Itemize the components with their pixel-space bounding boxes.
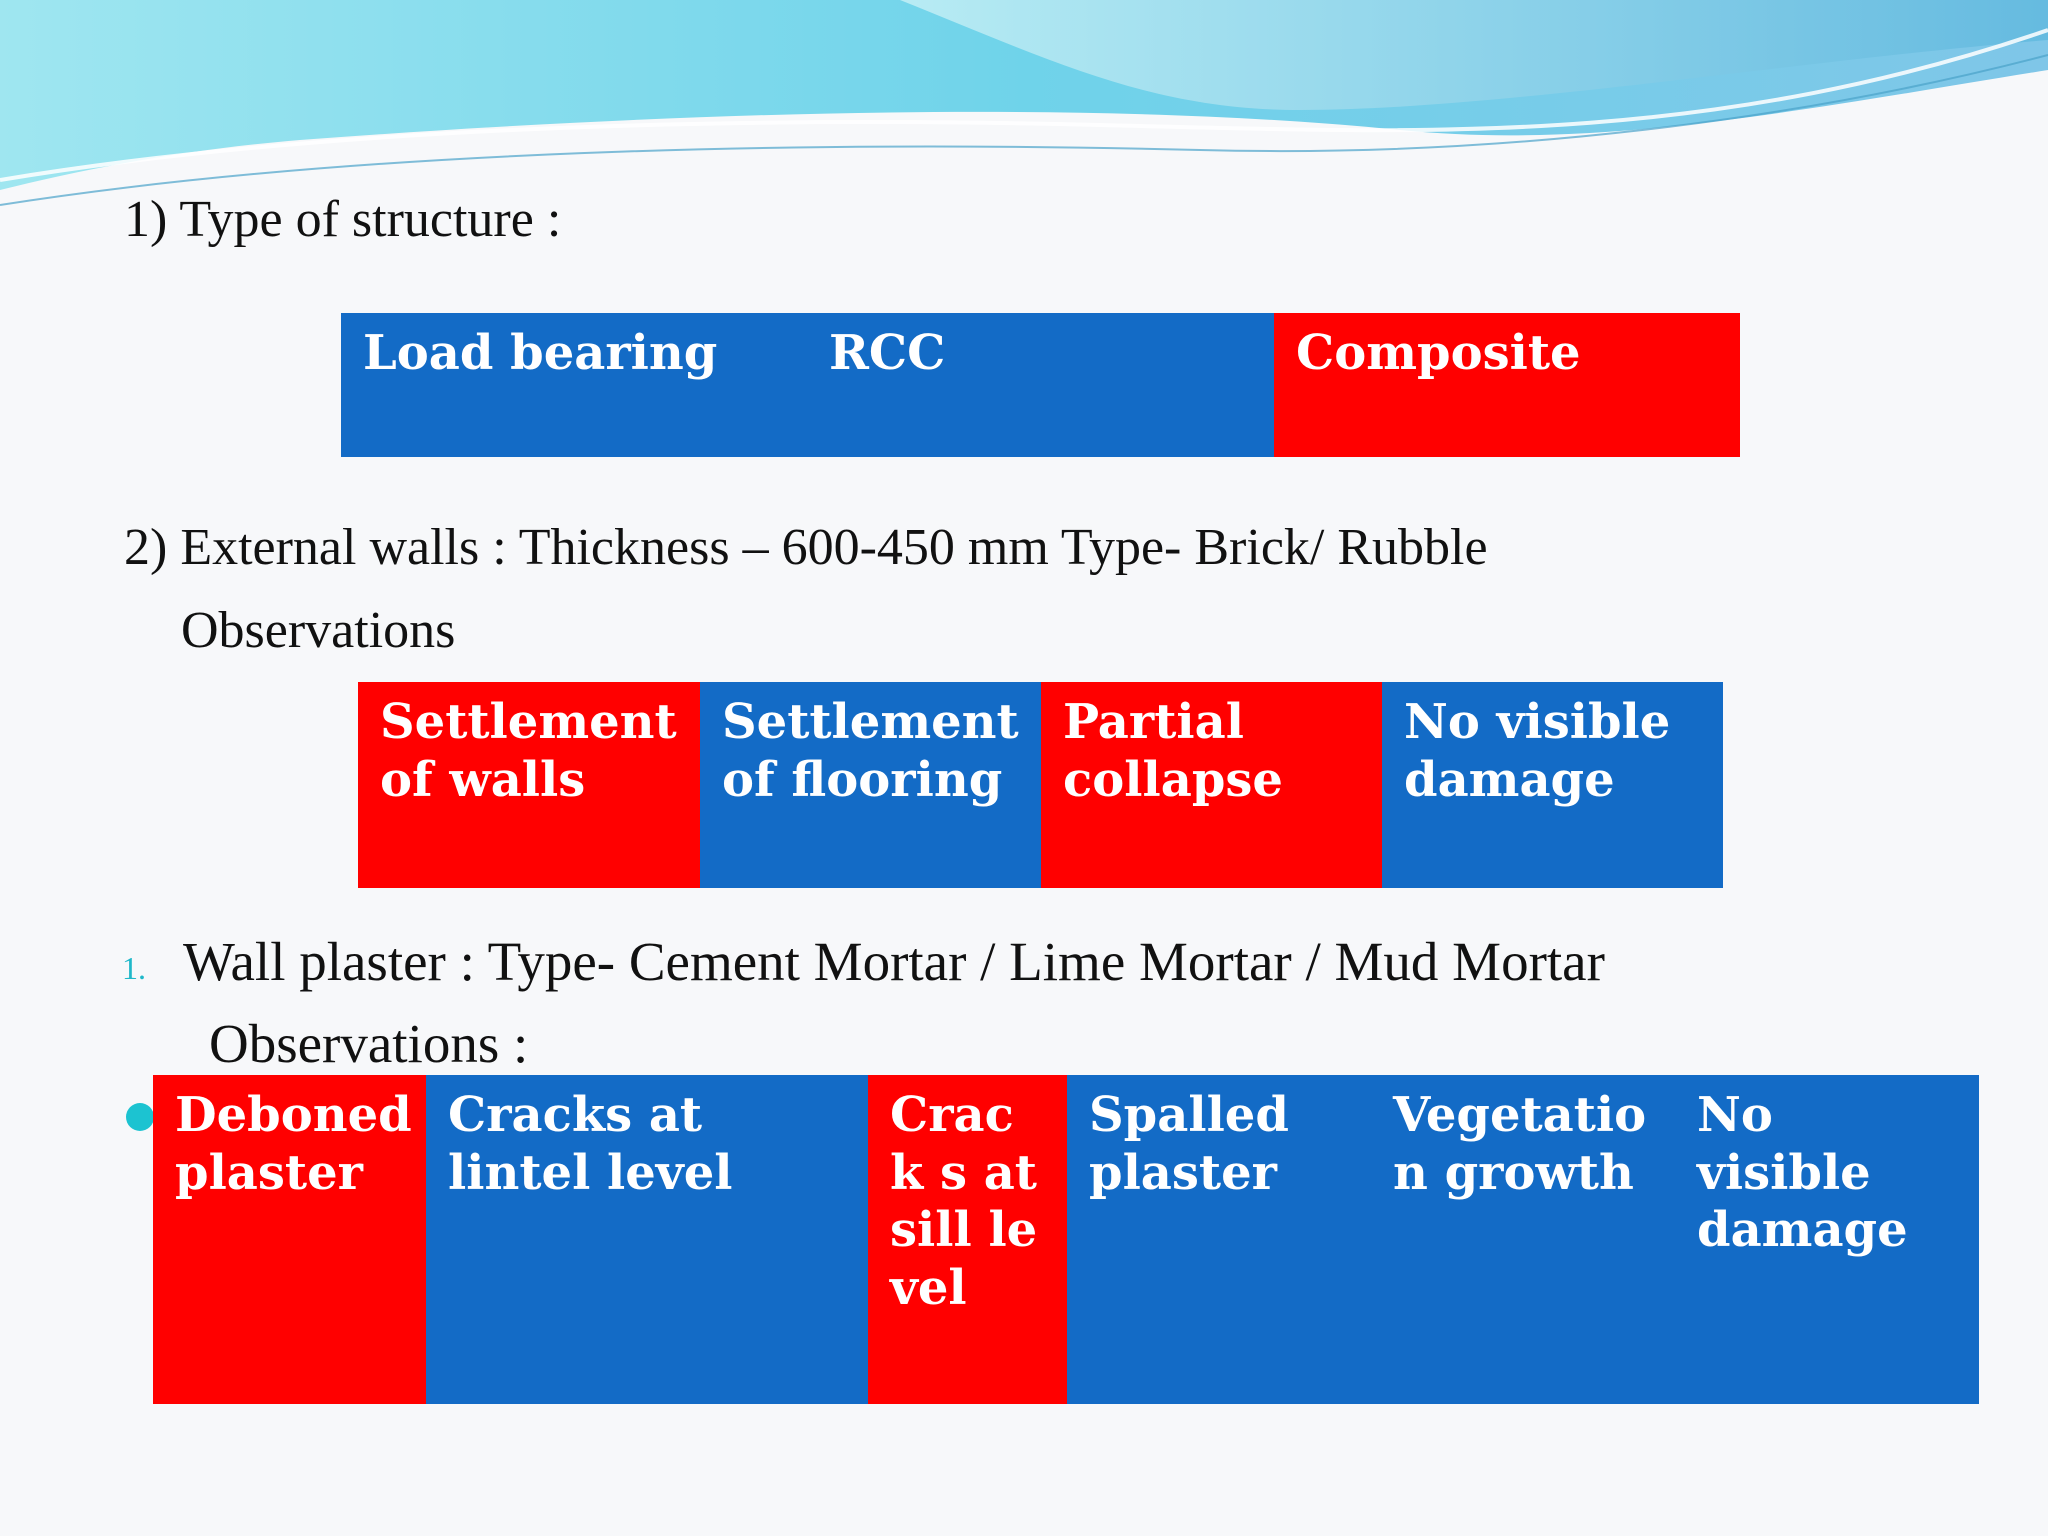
option-no-visible-damage-plaster[interactable]: No visible damage [1675, 1075, 1979, 1404]
section1-title: 1) Type of structure : [124, 191, 562, 248]
option-rcc[interactable]: RCC [807, 313, 1274, 457]
option-deboned-plaster[interactable]: Deboned plaster [153, 1075, 426, 1404]
option-vegetation-growth[interactable]: Vegetatio n growth [1371, 1075, 1675, 1404]
section3-title: Wall plaster : Type- Cement Mortar / Lime Mortar / Mud Mortar [183, 931, 1605, 992]
option-partial-collapse[interactable]: Partial collapse [1041, 682, 1382, 888]
option-spalled-plaster[interactable]: Spalled plaster [1067, 1075, 1371, 1404]
option-cracks-at-lintel-level[interactable]: Cracks at lintel level [426, 1075, 868, 1404]
structure-type-options [341, 313, 1740, 457]
option-settlement-of-flooring[interactable]: Settlement of flooring [700, 682, 1041, 888]
option-settlement-of-walls[interactable]: Settlement of walls [358, 682, 700, 888]
option-composite[interactable]: Composite [1274, 313, 1740, 457]
section2-title: 2) External walls : Thickness – 600-450 mm Type- Brick/ Rubble [124, 519, 1488, 576]
wall-plaster-observations [153, 1075, 1979, 1404]
bullet-dot-icon [126, 1103, 154, 1131]
option-load-bearing[interactable]: Load bearing [341, 313, 807, 457]
section2-subtitle: Observations [181, 602, 456, 659]
section3-subtitle: Observations : [209, 1013, 529, 1074]
external-walls-observations [358, 682, 1723, 888]
option-no-visible-damage-walls[interactable]: No visible damage [1382, 682, 1723, 888]
option-cracks-at-sill-level[interactable]: Crack s at sill level [868, 1075, 1067, 1404]
list-number-marker: 1. [122, 950, 146, 986]
